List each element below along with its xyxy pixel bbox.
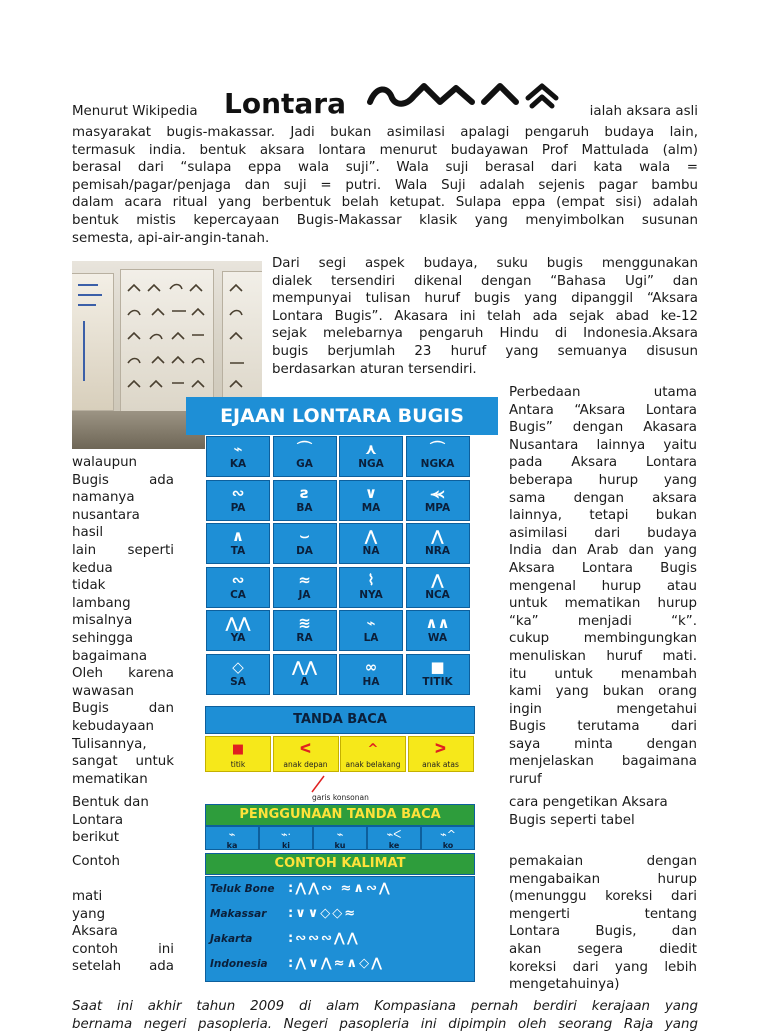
tanda-baca-glyph: ^ (367, 742, 379, 757)
lontara-glyph: ⋀⋀ (291, 658, 318, 676)
text-line: mati (72, 889, 103, 904)
intro-paragraph (72, 124, 698, 247)
letter-grid (205, 435, 475, 697)
text-line: ingin mengetahui (509, 701, 697, 717)
contoh-lontara-text: :⋀⋀∾ ≈∧∾⋀ (288, 881, 392, 896)
right-column-text-3 (509, 853, 697, 994)
left-column-text-4 (72, 888, 174, 976)
text-line: Bentuk dan (72, 795, 149, 810)
text-line: lain seperti (72, 542, 174, 558)
text-line: Bugis ada (72, 472, 174, 488)
lontara-glyph: ∨ (364, 483, 378, 502)
penggunaan-label: ku (334, 841, 346, 850)
text-line: Oleh karena (72, 666, 174, 682)
letter-label: RA (296, 632, 313, 645)
letter-cell (406, 436, 470, 477)
text-line: sehingga (72, 630, 134, 646)
text-line: tidak (72, 578, 106, 594)
letter-label: CA (230, 588, 246, 601)
letter-label: MPA (424, 501, 451, 514)
text-line: sangat untuk (72, 754, 174, 770)
text-line: untuk mematikan hurup (509, 596, 697, 612)
contoh-label: Teluk Bone (210, 883, 275, 895)
text-line: kedua (72, 560, 113, 576)
garis-konsonan-label: garis konsonan (312, 793, 369, 802)
lontara-glyph: ≋ (298, 614, 311, 633)
text-line: (menunggu koreksi dari (509, 889, 697, 905)
letter-cell (206, 436, 270, 477)
tanda-baca-title: TANDA BACA (205, 706, 475, 734)
letter-label: SA (230, 676, 246, 688)
text-line: menjelaskan bagaimana (509, 754, 697, 770)
letter-label: TA (230, 545, 246, 558)
penggunaan-cell (421, 826, 475, 850)
penggunaan-label: ko (442, 841, 454, 850)
penggunaan-label: ki (281, 841, 291, 850)
letter-label: LA (363, 632, 379, 645)
text-line: Perbedaan utama (509, 385, 697, 400)
letter-cell (406, 567, 470, 608)
text-line: berikut (72, 830, 120, 846)
contoh-label: Jakarta (210, 933, 253, 945)
letter-cell (206, 610, 270, 651)
penggunaan-glyph: ⌁^ (440, 828, 456, 841)
tanda-baca-glyph: ᐸ (299, 742, 312, 757)
text-line: Bugis seperti tabel (509, 812, 635, 828)
lontara-glyph: ∾ (231, 570, 245, 589)
letter-cell (206, 654, 270, 695)
lontara-glyph: ⌒ (429, 440, 445, 458)
letter-label: NYA (359, 588, 383, 601)
penggunaan-label: ke (388, 841, 400, 850)
letter-label: NGA (358, 458, 384, 470)
text-line: Saat ini akhir tahun 2009 di alam Kompasiana pernah berdiri kerajaan yang (72, 999, 698, 1014)
text-line: Aksara (72, 924, 118, 940)
lontara-glyph: ■ (430, 658, 445, 676)
letter-label: PA (230, 501, 246, 514)
penggunaan-cell (259, 826, 313, 850)
text-line: mematikan (72, 771, 148, 787)
tanda-baca-cell (205, 736, 271, 772)
lontara-glyph: ≈ (298, 570, 311, 589)
intro-lead-text: Menurut Wikipedia (72, 104, 198, 119)
penggunaan-cell (367, 826, 421, 850)
left-column-text (72, 454, 174, 788)
lontara-glyph: ⋀ (364, 527, 378, 546)
text-line: berdasarkan aturan tersendiri. (272, 361, 477, 377)
text-line: Lontara (72, 812, 124, 828)
text-line: dalam acara ritual yang berbentuk belah ketupat. Sulapa eppa (empat sisi) adalah (72, 195, 698, 211)
tanda-baca-glyph: ■ (231, 742, 245, 757)
letter-cell (339, 523, 403, 564)
letter-cell (273, 436, 337, 477)
text-line: Antara “Aksara Lontara (509, 402, 697, 418)
text-line: bugis berjumlah 23 huruf yang semuanya disusun (272, 343, 698, 359)
lontara-glyph: ⋀ (431, 527, 444, 546)
right-column-text (509, 384, 697, 789)
letter-label: NRA (425, 545, 450, 558)
text-line: Contoh (72, 854, 120, 869)
text-line: mengerti tentang (509, 906, 697, 922)
lontara-glyph: ⌒ (296, 440, 312, 458)
text-line: koreksi dari yang lebih (509, 959, 697, 975)
contoh-label: Indonesia (210, 958, 268, 970)
text-line: yang (72, 906, 106, 922)
letter-label: MA (361, 501, 381, 514)
text-line: sama dengan aksara (509, 490, 697, 506)
lontara-glyph: ⌁ (233, 440, 243, 458)
text-line: Lontara Bugis”. Akasara ini telah ada sejak abad ke-12 (272, 308, 698, 324)
text-line: India dan Arab dan yang (509, 543, 697, 559)
text-line: masyarakat bugis-makassar. Jadi bukan asimilasi apalagi pengaruh budaya lain, (72, 125, 698, 140)
letter-cell (273, 567, 337, 608)
text-line: beberapa hurup yang (509, 472, 697, 488)
lontara-glyph: ∧ (231, 527, 245, 546)
text-line: asimilasi dari budaya (509, 525, 697, 541)
text-line: cara pengetikan Aksara (509, 795, 668, 810)
text-line: lainnya, tetapi bukan (509, 508, 697, 524)
penggunaan-row (205, 826, 475, 850)
text-line: pemisah/pagar/penjaga dan suji = putri. Wala Suji adalah sejenis pagar bambu (72, 177, 698, 193)
letter-cell (273, 654, 337, 695)
letter-label: NCA (425, 588, 450, 601)
tanda-baca-cell (408, 736, 474, 772)
penggunaan-cell (205, 826, 259, 850)
lontara-glyph: ◇ (232, 658, 244, 676)
contoh-box (205, 876, 475, 982)
text-line: bernama negeri pasopleria. Negeri pasopleria ini dipimpin oleh seorang Raja yang (72, 1016, 698, 1032)
text-line: pemakaian dengan (509, 854, 697, 869)
letter-label: YA (230, 632, 246, 645)
contoh-lontara-text: :∾∾∾⋀⋀ (288, 931, 360, 946)
text-line: mengetahuinya) (509, 977, 620, 993)
lontara-glyph: ⌁ (366, 614, 376, 633)
letter-label: WA (427, 632, 448, 645)
lontara-glyph: ∾ (231, 483, 245, 502)
letter-label: NA (362, 545, 380, 558)
text-line: setelah ada (72, 959, 174, 975)
lontara-glyph: ⌣ (299, 527, 310, 546)
lontara-glyph: ⌇ (367, 570, 375, 589)
lontara-glyph: ∞ (364, 658, 378, 676)
letter-label: DA (296, 545, 313, 558)
letter-cell (339, 610, 403, 651)
text-line: semesta, api-air-angin-tanah. (72, 230, 270, 246)
penggunaan-cell (313, 826, 367, 850)
text-line: kebudayaan (72, 718, 155, 734)
penggunaan-title: PENGGUNAAN TANDA BACA (205, 804, 475, 826)
text-line: nusantara (72, 507, 140, 523)
lontara-glyph: ⋏ (364, 440, 378, 458)
letter-cell (339, 654, 403, 695)
tanda-baca-row (205, 736, 475, 772)
lontara-glyph: ƨ (300, 483, 309, 502)
letter-cell (339, 480, 403, 521)
letter-cell (206, 567, 270, 608)
contoh-title: CONTOH KALIMAT (205, 853, 475, 875)
text-line: “ka” menjadi “k”. (509, 613, 697, 629)
tanda-baca-label: anak depan (283, 760, 328, 769)
letter-cell (406, 610, 470, 651)
text-line: sejak melebarnya pengaruh Hindu di Indonesia.Aksara (272, 326, 698, 342)
text-line: Dari segi aspek budaya, suku bugis menggunakan (272, 256, 698, 271)
text-line: namanya (72, 490, 135, 506)
lontara-script-glyphs (366, 76, 566, 114)
tanda-baca-label: anak atas (422, 760, 459, 769)
letter-label: A (300, 676, 309, 688)
text-line: wawasan (72, 683, 134, 699)
text-line: hasil (72, 525, 104, 541)
intro-heading-line (72, 88, 698, 128)
letter-cell (339, 436, 403, 477)
text-line: pada Aksara Lontara (509, 455, 697, 471)
letter-cell (273, 480, 337, 521)
lontara-glyph: ⋀⋀ (225, 614, 251, 633)
tanda-baca-cell (340, 736, 406, 772)
contoh-lontara-text: :⋀∨⋀≈∧◇⋀ (288, 956, 385, 971)
text-line: Aksara Lontara Bugis (509, 560, 697, 576)
table-title: EJAAN LONTARA BUGIS (186, 397, 498, 435)
letter-cell (206, 480, 270, 521)
contoh-lontara-text: :∨∨◇◇≈ (288, 906, 358, 921)
lontara-glyph: ∧∧ (425, 614, 450, 633)
letter-cell (273, 523, 337, 564)
text-line: mempunyai tulisan huruf bugis yang dipanggil “Aksara (272, 291, 698, 307)
penggunaan-glyph: ⌁ (228, 828, 236, 841)
text-line: mengabaikan hurup (509, 871, 697, 887)
text-line: Bugis dan (72, 701, 174, 717)
letter-cell (406, 654, 470, 695)
penggunaan-glyph: ⌁ᐸ (386, 828, 402, 841)
left-column-text-3 (72, 853, 174, 871)
letter-label: KA (229, 458, 247, 470)
letter-label: NGKA (420, 458, 455, 470)
lontara-glyph: ⪻ (430, 483, 445, 502)
tanda-baca-label: anak belakang (345, 760, 401, 769)
text-line: walaupun (72, 455, 138, 470)
intro-after-text: ialah aksara asli (589, 104, 698, 119)
text-line: Nusantara lainnya yaitu (509, 437, 697, 453)
text-line: mengenal hurup atau (509, 578, 697, 594)
penggunaan-glyph: ⌁ (336, 828, 344, 841)
letter-label: HA (362, 676, 380, 688)
tanda-baca-label: titik (230, 760, 246, 769)
contoh-label: Makassar (210, 908, 267, 920)
tanda-baca-glyph: ᐳ (434, 742, 447, 757)
text-line: contoh ini (72, 941, 174, 957)
tanda-baca-cell (273, 736, 339, 772)
text-line: itu untuk menambah (509, 666, 697, 682)
text-line: Bugis terutama dari (509, 719, 697, 735)
culture-paragraph (272, 255, 698, 378)
footer-paragraph (72, 998, 698, 1033)
letter-label: TITIK (422, 676, 453, 688)
text-line: akan segera diedit (509, 941, 697, 957)
text-line: Tulisannya, (72, 736, 147, 752)
text-line: cukup membingungkan (509, 631, 697, 647)
letter-label: JA (298, 588, 311, 601)
letter-cell (273, 610, 337, 651)
lontara-glyph: ⋀ (431, 570, 444, 589)
text-line: kami yang bukan orang (509, 684, 697, 700)
letter-cell (339, 567, 403, 608)
lontara-title: Lontara (224, 87, 346, 120)
text-line: misalnya (72, 613, 133, 629)
text-line: termasuk india. bentuk aksara lontara menurut budayawan Prof Mattulada (alm) (72, 142, 698, 158)
right-column-text-2 (509, 794, 697, 829)
penggunaan-label: ka (226, 841, 238, 850)
text-line: menuliskan huruf mati. (509, 648, 697, 664)
text-line: ruruf (509, 772, 542, 788)
letter-cell (406, 523, 470, 564)
penggunaan-glyph: ⌁· (280, 828, 292, 841)
text-line: bagaimana (72, 648, 148, 664)
letter-cell (206, 523, 270, 564)
left-column-text-2 (72, 794, 174, 847)
text-line: lambang (72, 595, 131, 611)
text-line: Lontara Bugis, dan (509, 924, 697, 940)
text-line: saya minta dengan (509, 736, 697, 752)
letter-cell (406, 480, 470, 521)
text-line: Bugis” dengan Akasara (509, 420, 697, 436)
text-line: bentuk mistis kepercayaan Bugis-Makassar klasik yang menyimbolkan susunan (72, 212, 698, 228)
text-line: dialek tersendiri dikenal dengan “Bahasa Ugi” dan (272, 273, 698, 289)
letter-label: BA (296, 501, 313, 514)
text-line: berasal dari “sulapa eppa wala suji”. Wala suji berasal dari kata wala = (72, 160, 698, 176)
letter-label: GA (296, 458, 313, 470)
